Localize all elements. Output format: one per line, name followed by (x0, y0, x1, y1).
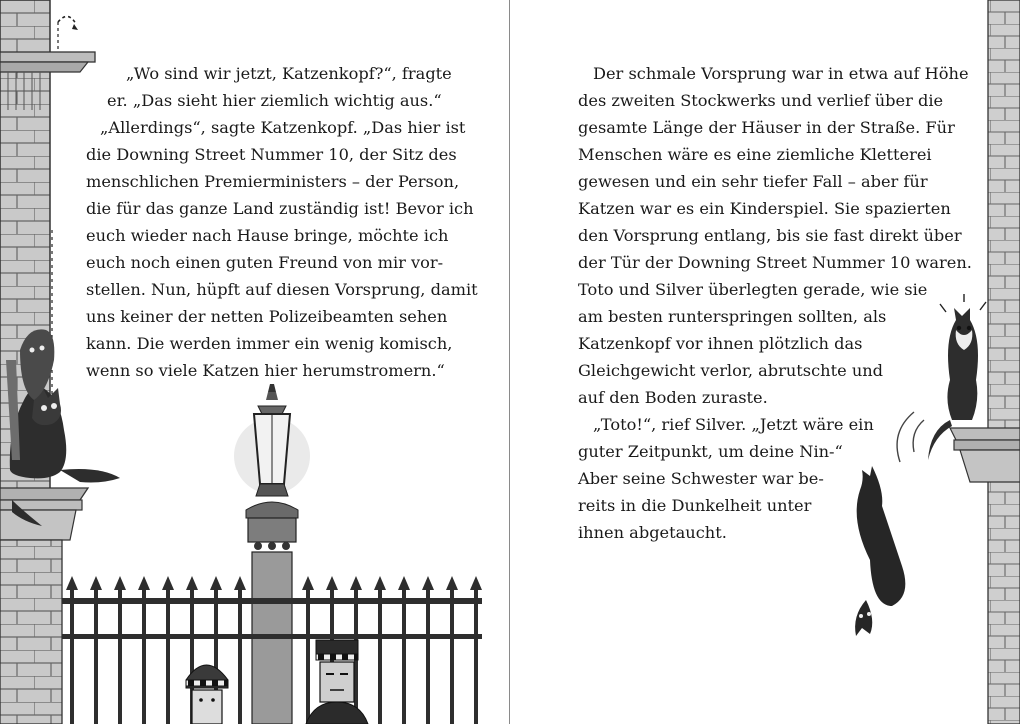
text-line: ihnen abgetaucht. (578, 523, 727, 542)
text-line: Gleichgewicht verlor, abrutschte und (578, 361, 884, 380)
text-line: die für das ganze Land zuständig ist! Bevor ich (86, 199, 474, 218)
text-line: den Vorsprung entlang, bis sie fast direkt über (578, 226, 962, 245)
text-line: „Allerdings“, sagte Katzenkopf. „Das hier ist (100, 118, 466, 137)
text-line: er. „Das sieht hier ziemlich wichtig aus.“ (107, 91, 442, 110)
text-line: der Tür der Downing Street Nummer 10 waren. (578, 253, 972, 272)
text-line: euch noch einen guten Freund von mir vor- (86, 253, 444, 272)
text-line: Menschen wäre es eine ziemliche Kletterei (578, 145, 932, 164)
text-line: guter Zeitpunkt, um deine Nin-“ (578, 442, 843, 461)
text-line: des zweiten Stockwerks und verlief über die (578, 91, 944, 110)
text-line: Katzenkopf vor ihnen plötzlich das (578, 334, 863, 353)
text-line: Katzen war es ein Kinderspiel. Sie spazierten (578, 199, 951, 218)
text-line: uns keiner der netten Polizeibeamten sehen (86, 307, 448, 326)
text-line: „Toto!“, rief Silver. „Jetzt wäre ein (593, 415, 874, 434)
text-line: gewesen und ein sehr tiefer Fall – aber für (578, 172, 928, 191)
right-page-text (510, 0, 1020, 724)
text-line: Aber seine Schwester war be- (578, 469, 824, 488)
text-line: am besten runterspringen sollten, als (578, 307, 887, 326)
text-line: reits in die Dunkelheit unter (578, 496, 812, 515)
text-line: menschlichen Premierministers – der Person, (86, 172, 460, 191)
text-line: euch wieder nach Hause bringe, möchte ich (86, 226, 449, 245)
text-line: kann. Die werden immer ein wenig komisch, (86, 334, 453, 353)
text-line: Toto und Silver überlegten gerade, wie sie (578, 280, 928, 299)
text-line: „Wo sind wir jetzt, Katzenkopf?“, fragte (126, 64, 452, 83)
text-line: gesamte Länge der Häuser in der Straße. Für (578, 118, 955, 137)
text-line: die Downing Street Nummer 10, der Sitz des (86, 145, 457, 164)
text-line: Der schmale Vorsprung war in etwa auf Höhe (593, 64, 969, 83)
right-page (510, 0, 1020, 724)
text-line: stellen. Nun, hüpft auf diesen Vorsprung, damit (86, 280, 478, 299)
text-line: wenn so viele Katzen hier herumstromern.“ (86, 361, 445, 380)
text-line: auf den Boden zuraste. (578, 388, 768, 407)
